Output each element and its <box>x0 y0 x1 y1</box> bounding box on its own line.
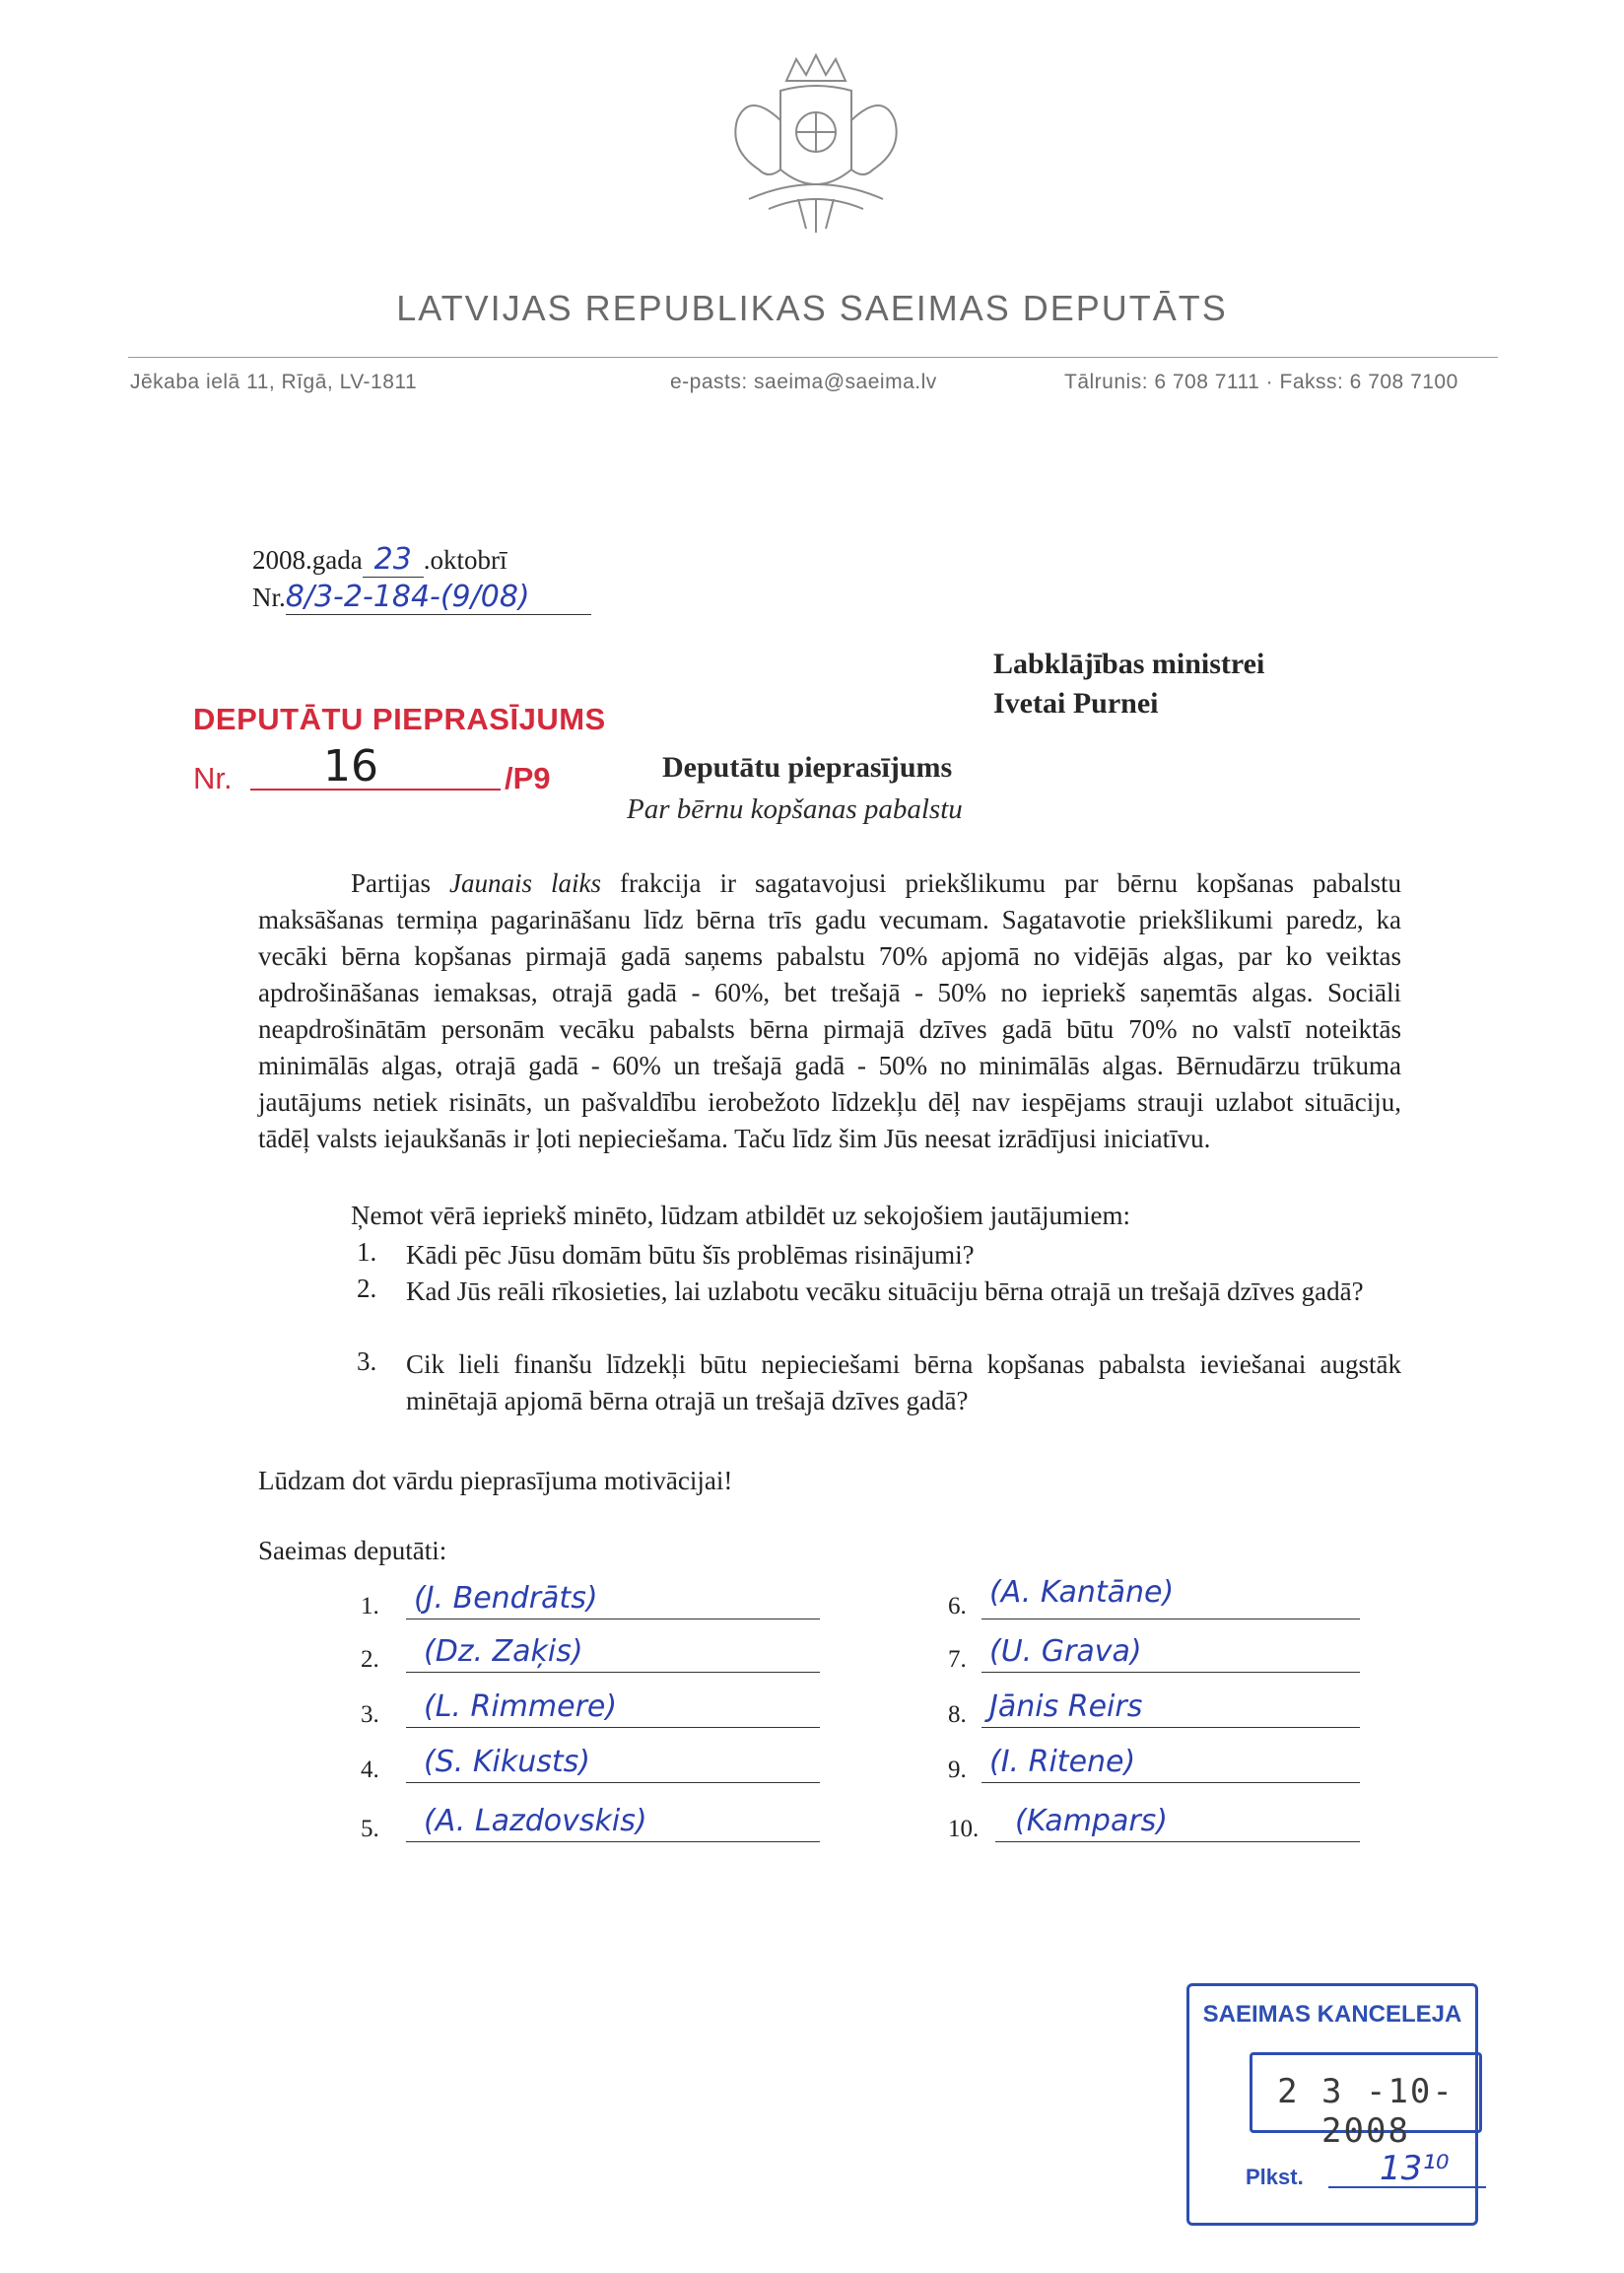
signature-number: 7. <box>948 1646 967 1673</box>
coat-of-arms-icon <box>690 51 942 235</box>
receipt-stamp-time-label: Plkst. <box>1246 2165 1304 2189</box>
signature-line <box>406 1841 820 1842</box>
signature-line <box>995 1841 1360 1842</box>
body-text: frakcija ir sagatavojusi priekšlikumu par bērnu kopšanas pabalstu maksāšanas termiņa pagarināšanu līdz bērna trīs gadu vecumam. Sagatavotie priekšlikumi paredz, ka vecāki bērna kopšanas pirmajā gadā saņems pabalstu 70% apjomā no vidējās algas, par ko veiktas apdrošināšanas iemaksas, otrajā gadā - 60%, bet trešajā - 50% no iepriekš saņemtās algas. Sociāli neapdrošinātām personām vecāku pabalsts bērna pirmajā dzīves gadā būtu 70% no valstī noteiktās minimālās algas, otrajā gadā - 60% un trešajā gadā - 50% no minimālās algas. Bērnudārzu trūkuma jautājums netiek risināts, un pašvaldību ierobežoto līdzekļu dēļ nav iespējams strauji uzlabot situāciju, tādēļ valsts iejaukšanās ir ļoti nepieciešama. Taču līdz šim Jūs neesat izrādījusi iniciatīvu. <box>258 868 1401 1153</box>
signature-handwritten: (L. Rimmere) <box>424 1689 618 1724</box>
receipt-stamp-title: SAEIMAS KANCELEJA <box>1202 2001 1462 2028</box>
signature-handwritten: (Kampars) <box>1015 1804 1169 1838</box>
signature-line <box>981 1782 1360 1783</box>
reference-label: Nr. <box>252 583 286 612</box>
motivation-request: Lūdzam dot vārdu pieprasījuma motivācijai! <box>258 1466 733 1495</box>
reference-number-handwritten: 8/3-2-184-(9/08) <box>286 580 591 615</box>
body-intro: Partijas <box>351 868 450 898</box>
signature-line <box>981 1727 1360 1728</box>
signature-handwritten: (S. Kikusts) <box>424 1745 590 1779</box>
signature-line <box>406 1672 820 1673</box>
signature-number: 9. <box>948 1756 967 1783</box>
signature-handwritten: (J. Bendrāts) <box>414 1581 598 1616</box>
red-stamp-suffix: /P9 <box>505 761 551 795</box>
signature-handwritten: (Dz. Zaķis) <box>424 1634 583 1669</box>
addressee-line2: Ivetai Purnei <box>993 687 1159 720</box>
signature-handwritten: (I. Ritene) <box>989 1745 1136 1779</box>
receipt-stamp-time-handwritten: 13¹⁰ <box>1380 2149 1450 2188</box>
letterhead-address: Jēkaba ielā 11, Rīgā, LV-1811 <box>130 371 418 393</box>
question-number: 1. <box>357 1237 377 1267</box>
red-stamp-title: DEPUTĀTU PIEPRASĪJUMS <box>193 702 606 736</box>
date-line <box>252 542 507 578</box>
question-text: Cik lieli finanšu līdzekļi būtu nepieciešami bērna kopšanas pabalsta ieviešanai augstāk minētajā apjomā bērna otrajā un trešajā dzīves gadā? <box>406 1349 1401 1415</box>
date-day-handwritten: 23 <box>363 542 424 578</box>
reference-line <box>252 580 591 615</box>
date-year: 2008.gada <box>252 545 363 575</box>
red-stamp-nr-label: Nr. <box>193 761 233 795</box>
signature-number: 1. <box>361 1593 379 1619</box>
date-month: .oktobrī <box>423 545 508 575</box>
question-number: 3. <box>357 1346 377 1376</box>
signature-number: 6. <box>948 1593 967 1619</box>
addressee-line1: Labklājības ministrei <box>993 648 1265 680</box>
signature-number: 2. <box>361 1646 379 1673</box>
question-number: 2. <box>357 1274 377 1303</box>
red-stamp-number-handwritten: 16 <box>323 741 378 792</box>
letterhead-title: LATVIJAS REPUBLIKAS SAEIMAS DEPUTĀTS <box>396 288 1228 328</box>
signature-handwritten: Jānis Reirs <box>989 1689 1143 1724</box>
question-text: Kādi pēc Jūsu domām būtu šīs problēmas risinājumi? <box>406 1240 975 1270</box>
signature-number: 3. <box>361 1701 379 1728</box>
letterhead-divider <box>128 357 1498 358</box>
question-text: Kad Jūs reāli rīkosieties, lai uzlabotu vecāku situāciju bērna otrajā un trešajā dzīves gadā? <box>406 1276 1364 1306</box>
questions-intro: Ņemot vērā iepriekš minēto, lūdzam atbildēt uz sekojošiem jautājumiem: <box>351 1201 1131 1230</box>
deputies-label: Saeimas deputāti: <box>258 1536 447 1565</box>
signature-handwritten: (A. Kantāne) <box>989 1575 1175 1610</box>
document-title: Deputātu pieprasījums <box>662 751 953 784</box>
letterhead-phone: Tālrunis: 6 708 7111 · Fakss: 6 708 7100 <box>1064 371 1458 393</box>
signature-line <box>406 1727 820 1728</box>
signature-line <box>981 1672 1360 1673</box>
signature-number: 4. <box>361 1756 379 1783</box>
signature-number: 10. <box>948 1816 980 1842</box>
letterhead-email: e-pasts: saeima@saeima.lv <box>670 371 937 393</box>
body-paragraph <box>258 865 1401 1157</box>
party-name: Jaunais laiks <box>449 868 602 898</box>
receipt-stamp-date: 2 3 -10- 2008 <box>1277 2072 1455 2151</box>
signature-line <box>406 1782 820 1783</box>
document-subtitle: Par bērnu kopšanas pabalstu <box>627 793 963 825</box>
signature-handwritten: (A. Lazdovskis) <box>424 1804 647 1838</box>
signature-number: 8. <box>948 1701 967 1728</box>
signature-handwritten: (U. Grava) <box>989 1634 1142 1669</box>
signature-number: 5. <box>361 1816 379 1842</box>
